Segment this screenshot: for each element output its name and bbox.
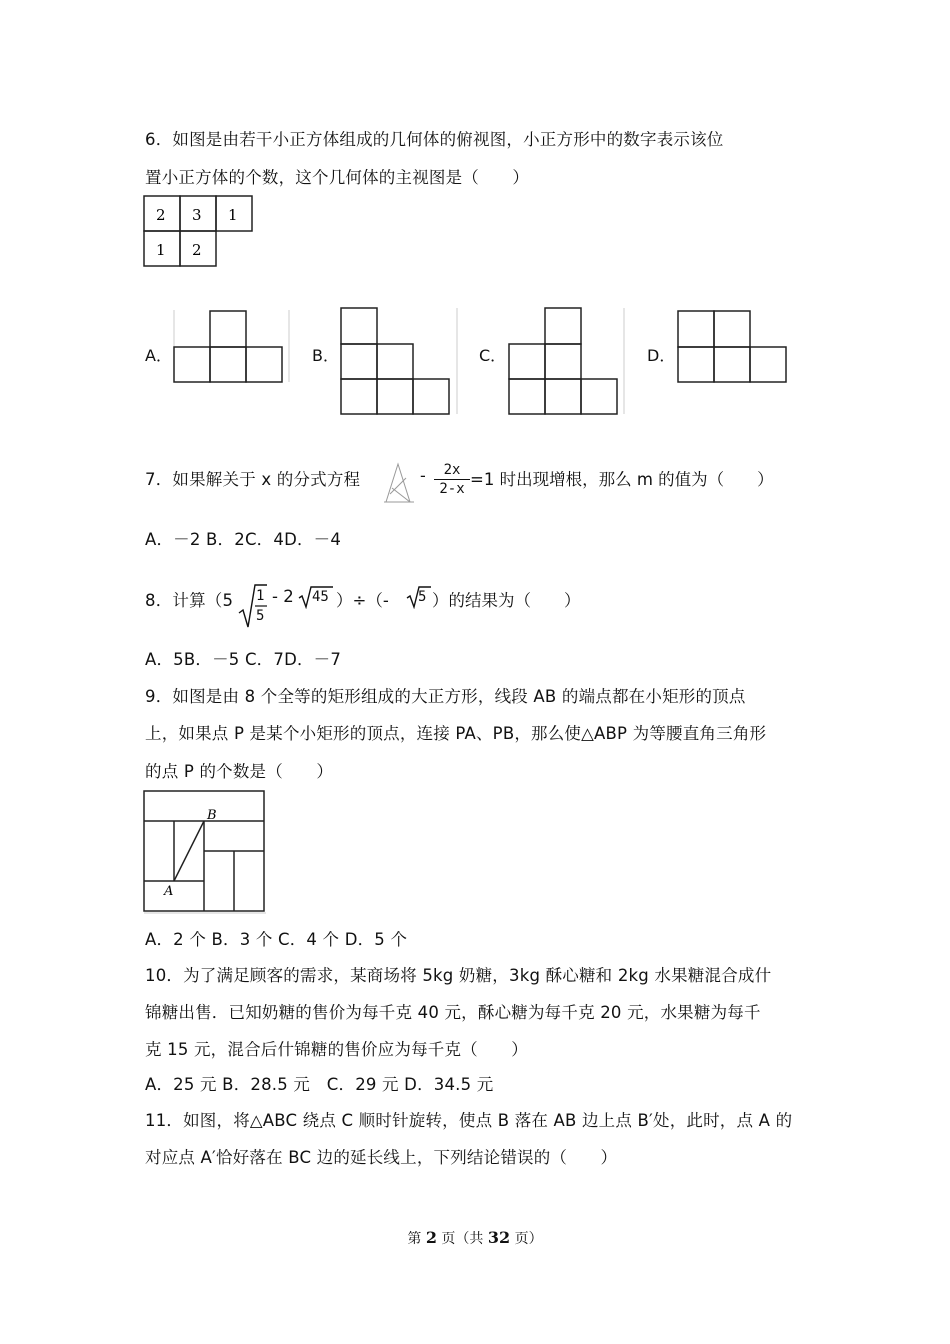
- footer-total-pages: 32: [487, 1228, 511, 1247]
- footer-suffix: 页）: [510, 1231, 543, 1247]
- top-view-cell: 1: [228, 206, 238, 224]
- q8-frac-num: 1: [256, 588, 265, 604]
- q6-top-view-figure: [143, 195, 253, 267]
- q7-stem-suffix: =1 时出现增根，那么 m 的值为（ ）: [470, 470, 774, 489]
- q8-stem-prefix: 8．计算（5: [145, 591, 234, 610]
- footer-prefix: 第: [407, 1231, 426, 1247]
- q6-option-c-label: C．: [479, 346, 507, 365]
- top-view-cell: 3: [192, 206, 202, 224]
- q7-fraction: [434, 462, 470, 497]
- q9-rectangle-figure: [142, 789, 268, 915]
- q7-broken-image-icon: [380, 458, 416, 506]
- q6-option-c-figure: [506, 306, 628, 416]
- q7-stem-prefix: 7．如果解关于 x 的分式方程: [145, 470, 361, 489]
- point-a-label: A: [164, 884, 174, 899]
- footer-middle: 页（共: [436, 1231, 488, 1247]
- q11-stem-line1: 11．如图，将△ABC 绕点 C 顺时针旋转，使点 B 落在 AB 边上点 B′处，此时，点 A 的: [145, 1111, 793, 1130]
- top-view-cell: 2: [156, 206, 166, 224]
- q7-answers: A．－2 B．2C．4D．－4: [145, 530, 342, 549]
- q6-option-a-figure: [172, 308, 292, 384]
- q6-option-d-figure: [675, 308, 793, 384]
- q10-stem-line1: 10．为了满足顾客的需求，某商场将 5kg 奶糖，3kg 酥心糖和 2kg 水果糖混合成什: [145, 966, 772, 985]
- top-view-cell: 1: [156, 241, 166, 259]
- q10-stem-line2: 锦糖出售．已知奶糖的售价为每千克 40 元，酥心糖为每千克 20 元，水果糖为每千: [145, 1003, 761, 1022]
- top-view-cell: 2: [192, 241, 202, 259]
- q8-mid2: ）÷（-: [336, 591, 389, 610]
- footer-page-number: 2: [425, 1228, 437, 1247]
- q9-answers: A．2 个 B．3 个 C．4 个 D．5 个: [145, 930, 408, 949]
- q8-answers: A．5B．－5 C．7D．－7: [145, 650, 342, 669]
- q9-stem-line2: 上，如果点 P 是某个小矩形的顶点，连接 PA、PB，那么使△ABP 为等腰直角三角形: [145, 724, 767, 743]
- q6-option-d-label: D．: [647, 346, 676, 365]
- q9-stem-line3: 的点 P 的个数是（ ）: [145, 762, 334, 781]
- q7-frac-den: 2-x: [439, 481, 465, 497]
- q10-stem-line3: 克 15 元，混合后什锦糖的售价应为每千克（ ）: [145, 1040, 528, 1059]
- q8-rad1: 45: [312, 589, 329, 605]
- q7-frac-num: 2x: [434, 462, 470, 480]
- q6-option-a-label: A．: [145, 346, 172, 365]
- q8-rad2: 5: [418, 589, 427, 605]
- q6-option-b-label: B．: [312, 346, 339, 365]
- q8-stem-suffix: ）的结果为（ ）: [432, 591, 581, 610]
- q6-option-b-figure: [338, 306, 460, 416]
- q11-stem-line2: 对应点 A′恰好落在 BC 边的延长线上，下列结论错误的（ ）: [145, 1148, 618, 1167]
- q6-stem-line1: 6．如图是由若干小正方体组成的几何体的俯视图，小正方形中的数字表示该位: [145, 130, 724, 149]
- q7-minus: -: [420, 466, 426, 485]
- q6-stem-line2: 置小正方体的个数，这个几何体的主视图是（ ）: [145, 168, 530, 187]
- q10-answers: A．25 元 B．28.5 元 C．29 元 D．34.5 元: [145, 1075, 494, 1094]
- q8-frac-den: 5: [256, 608, 265, 624]
- point-b-label: B: [207, 808, 217, 823]
- q8-mid1: - 2: [272, 587, 294, 606]
- q9-stem-line1: 9．如图是由 8 个全等的矩形组成的大正方形，线段 AB 的端点都在小矩形的顶点: [145, 687, 746, 706]
- page-footer: [0, 1228, 950, 1248]
